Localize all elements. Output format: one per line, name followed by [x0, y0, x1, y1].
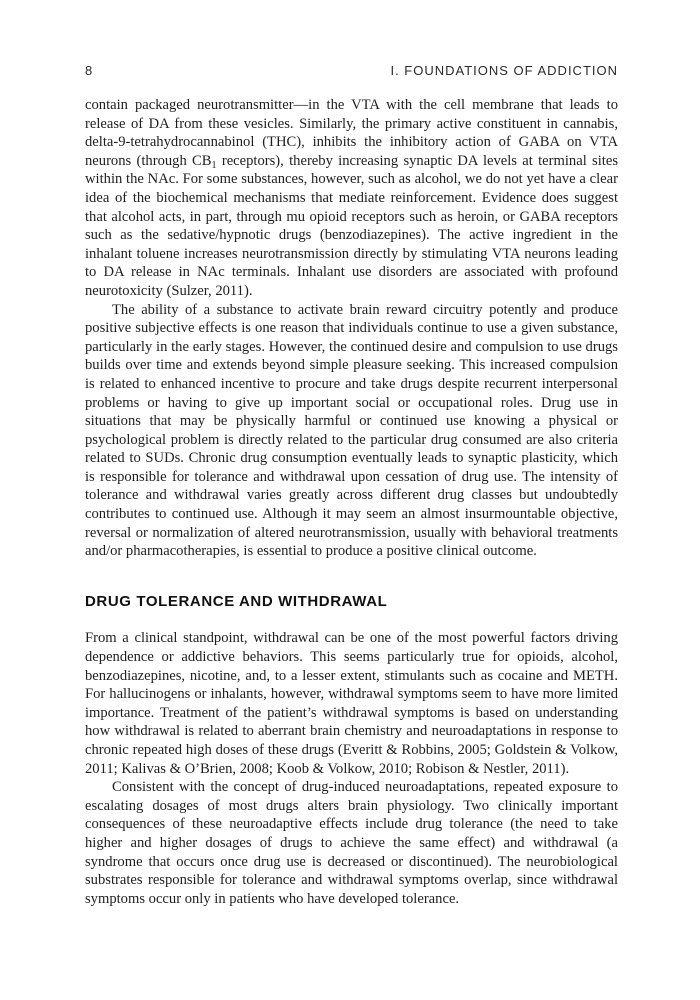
body-text [85, 96, 618, 908]
subscript-cb1: 1 [211, 159, 217, 171]
paragraph-1 [85, 96, 618, 301]
paragraph-1-text-b: receptors), thereby increasing synaptic DA levels at terminal sites within the NAc. For some substances, however, such as alcohol, we do not yet have a clear idea of the biochemical mechanisms that mediate reinforcement. Evidence does suggest that alcohol acts, in part, through mu opioid receptors such as heroin, or GABA receptors such as the sedative/hypnotic drugs (benzodiazepines). The active ingredient in the inhalant toluene increases neurotransmission directly by stimulating VTA neurons leading to DA release in NAc terminals. Inhalant use disorders are associated with profound neurotoxicity (Sulzer, 2011). [85, 152, 618, 299]
paragraph-2: The ability of a substance to activate brain reward circuitry potently and produce positive subjective effects is one reason that individuals continue to use a given substance, particularly in the early stages. However, the continued desire and compulsion to use drugs builds over time and extends beyond simple pleasure seeking. This increased compulsion is related to enhanced incentive to procure and take drugs despite recurrent interpersonal problems or having to give up important social or occupational roles. Drug use in situations that may be physically harmful or continued use knowing a physical or psychological problem is directly related to the particular drug consumed are also criteria related to SUDs. Chronic drug consumption eventually leads to synaptic plasticity, which is responsible for tolerance and withdrawal upon cessation of drug use. The intensity of tolerance and withdrawal varies greatly across different drug classes but undoubtedly contributes to continued use. Although it may seem an almost insurmountable objective, reversal or normalization of altered neurotransmission, usually with behavioral treatments and/or pharmacotherapies, is essential to produce a positive clinical outcome. [85, 301, 618, 560]
page-number: 8 [85, 63, 94, 78]
paragraph-3: From a clinical standpoint, withdrawal can be one of the most powerful factors driving dependence or addictive behaviors. This seems particularly true for opioids, alcohol, benzodiazepines, nicotine, and, to a lesser extent, stimulants such as cocaine and METH. For hallucinogens or inhalants, however, withdrawal symptoms seem to have more limited importance. Treatment of the patient’s withdrawal symptoms is based on understanding how withdrawal is related to aberrant brain chemistry and neuroadaptations in response to chronic repeated high doses of these drugs (Everitt & Robbins, 2005; Goldstein & Volkow, 2011; Kalivas & O’Brien, 2008; Koob & Volkow, 2010; Robison & Nestler, 2011). [85, 630, 618, 777]
section-heading: DRUG TOLERANCE AND WITHDRAWAL [85, 592, 388, 610]
paragraph-4: Consistent with the concept of drug-induced neuroadaptations, repeated exposure to escalating dosages of most drugs alters brain physiology. Two clinically important consequences of these neuroadaptive effects include drug tolerance (the need to take higher and higher dosages of drugs to achieve the same effect) and withdrawal (a syndrome that occurs once drug use is decreased or discontinued). The neurobiological substrates responsible for tolerance and withdrawal symptoms overlap, since withdrawal symptoms occur only in patients who have developed tolerance. [85, 779, 618, 907]
paragraph-1-text-a: contain packaged neurotransmitter—in the VTA with the cell membrane that leads to release of DA from these vesicles. Similarly, the primary active constituent in cannabis, delta-9-tetrahydrocannabinol (THC), inhibits the inhibitory action of GABA on VTA neurons (through CB [85, 97, 618, 169]
chapter-title: I. FOUNDATIONS OF ADDICTION [390, 63, 618, 78]
